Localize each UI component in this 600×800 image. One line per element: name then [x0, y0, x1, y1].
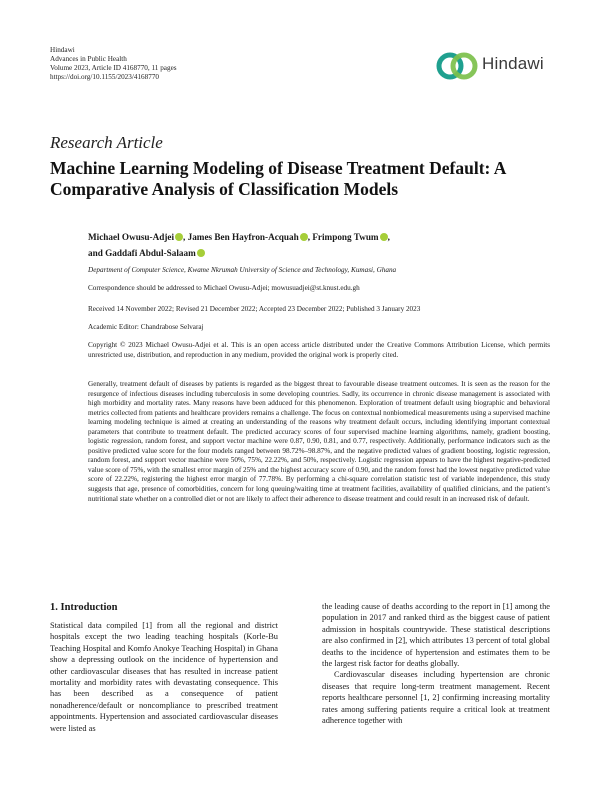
doi-link[interactable]: https://doi.org/10.1155/2023/4168770: [50, 73, 160, 81]
author-name[interactable]: Gaddafi Abdul-Salaam: [105, 248, 196, 258]
orcid-icon[interactable]: [175, 233, 183, 241]
author-name[interactable]: James Ben Hayfron-Acquah: [187, 232, 299, 242]
intro-left-column: [50, 620, 278, 734]
intro-paragraph: Statistical data compiled [1] from all the regional and district hospitals except the two leading teaching hospitals (Korle-Bu Teaching Hospital and Komfo Anokye Teaching Hospital) in Ghana show a depressing outlook on the incidence of hypertension and other cardiovascular diseases that has resulted in increase patient mortality and morbidity rates with devastating consequence. This has been described as a consequence of patient nonadherence/default or noncompliance to prescribed treatment appointments. Hypertension and associated cardiovascular diseases were listed as: [50, 621, 278, 733]
journal-header: [50, 46, 177, 82]
intro-paragraph: Cardiovascular diseases including hypertension are chronic diseases that require long-term treatment management. Recent reports healthcare personnel [1, 2] confirming increasing mortality rates among suffering patients require a critical look at treatment adherence together with: [322, 670, 550, 726]
hindawi-logo: [436, 48, 556, 84]
copyright-notice: Copyright © 2023 Michael Owusu-Adjei et al. This is an open access article distributed under the Creative Commons Attribution License, which permits unrestricted use, distribution, and reproduction in any medium, provided the original work is properly cited.: [88, 341, 550, 359]
publication-dates: Received 14 November 2022; Revised 21 December 2022; Accepted 23 December 2022; Published 3 January 2023: [88, 305, 421, 313]
section-heading: 1. Introduction: [50, 602, 118, 613]
author-list: Michael Owusu-Adjei , James Ben Hayfron-Acquah , Frimpong Twum , and Gaddafi Abdul-Salaam: [88, 232, 390, 258]
article-type: Research Article: [50, 133, 163, 152]
author-name[interactable]: Michael Owusu-Adjei: [88, 232, 175, 242]
author-joiner: and: [88, 248, 103, 258]
journal-name: Advances in Public Health: [50, 55, 127, 63]
paper-title: Machine Learning Modeling of Disease Treatment Default: A Comparative Analysis of Classification Models: [50, 158, 506, 199]
academic-editor: Academic Editor: Chandrabose Selvaraj: [88, 323, 204, 331]
logo-wordmark: Hindawi: [482, 54, 544, 73]
orcid-icon[interactable]: [197, 249, 205, 257]
publisher-name: Hindawi: [50, 46, 75, 54]
intro-paragraph: the leading cause of deaths according to the report in [1] among the population in 2017 and ranked third as the biggest cause of patient admission in hospitals countrywide. These statistical descriptions are also confirmed in [2], which attributes 13 percent of total global deaths to the incidence of hypertension and estimates them to be the largest risk factor for deaths globally.: [322, 602, 550, 669]
hindawi-rings-icon: [436, 48, 480, 84]
author-name[interactable]: Frimpong Twum: [312, 232, 379, 242]
volume-line: Volume 2023, Article ID 4168770, 11 pages: [50, 64, 177, 72]
intro-right-column: [322, 601, 550, 726]
abstract: Generally, treatment default of diseases by patients is regarded as the biggest threat to favourable disease treatment outcomes. It is seen as the reason for the resurgence of infectious diseases including tuberculosis in some developing countries. Sadly, its occurrence in chronic disease management is associated with high morbidity and mortality rates. Many reasons have been adduced for this phenomenon. Exploration of treatment default using biographic and behavioral metrics collected from patients and healthcare providers remains a challenge. The focus on contextual nonbiomedical measurements using a supervised machine learning modeling technique is aimed at creating an understanding of the reasons why treatment default occurs, including identifying important contextual parameters that contribute to treatment default. The predicted accuracy scores of four supervised machine learning algorithms, namely, gradient boosting, logistic regression, random forest, and support vector machine were 0.87, 0.90, 0.81, and 0.77, respectively. Additionally, performance indicators such as the positive predicted value score for the four models ranged between 98.72%–98.87%, and the negative predicted values of gradient boosting, logistic regression, random forest, and support vector machine were 50%, 75%, 22.22%, and 50%, respectively. Logistic regression appears to have the highest negative-predicted value score of 75%, with the smallest error margin of 25% and the highest accuracy score of 0.90, and the random forest had the lowest negative predicted value score of 22.22%, registering the highest error margin of 77.78%. By performing a chi-square correlation statistic test of variable independence, this study suggests that age, presence of comorbidities, concern for long queuing/waiting time at treatment facilities, availability of qualified clinicians, and the patient’s nutritional state whether on a controlled diet or not are likely to affect their adherence to disease treatment and could result in an increased risk of default.: [88, 380, 550, 503]
affiliation: Department of Computer Science, Kwame Nkrumah University of Science and Technology, Kumasi, Ghana: [88, 266, 397, 274]
correspondence: Correspondence should be addressed to Michael Owusu-Adjei; mowusuadjei@st.knust.edu.gh: [88, 284, 360, 292]
orcid-icon[interactable]: [380, 233, 388, 241]
orcid-icon[interactable]: [300, 233, 308, 241]
